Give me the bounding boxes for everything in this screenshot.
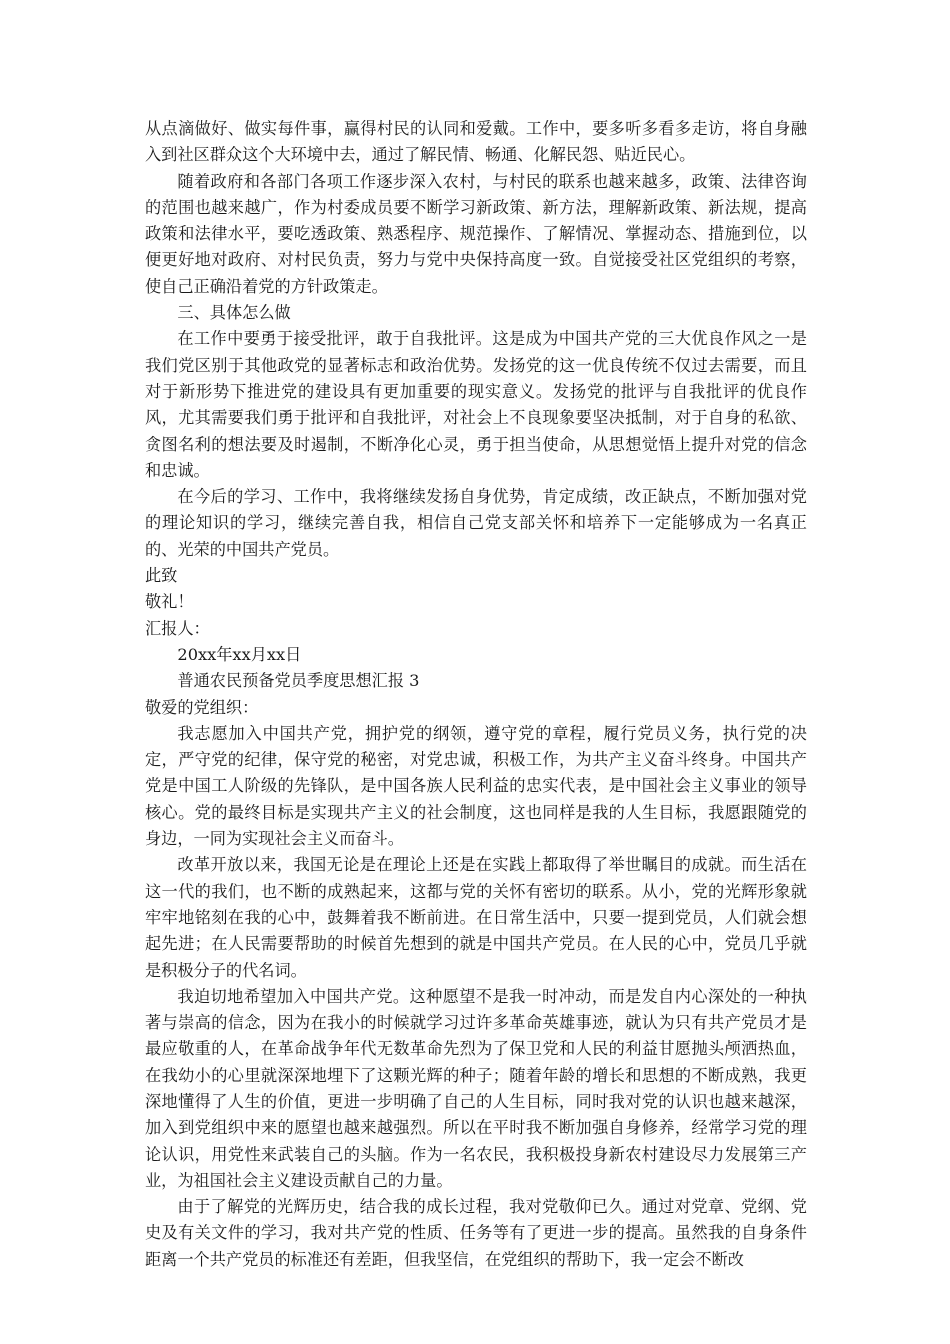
closing-respect: 敬礼！ (145, 592, 194, 612)
paragraph-reform: 改革开放以来，我国无论是在理论上还是在实践上都取得了举世瞩目的成就。而生活在这一代的我们，也不断的成熟起来，这都与党的关怀有密切的联系。从小，党的光辉形象就牢牢地铭刻在我的心中，鼓舞着我不断前进。在日常生活中，只要一提到党员，人们就会想起先进；在人民需要帮助的时候首先想到的就是中国共产党员。在人民的心中，党员几乎就是积极分子的代名词。 (145, 855, 807, 980)
report-date: 20xx年xx月xx日 (177, 644, 302, 664)
paragraph-policy-study: 随着政府和各部门各项工作逐步深入农村，与村民的联系也越来越多，政策、法律咨询的范围也越来越广，作为村委成员要不断学习新政策、新方法，理解新政策、新法规，提高政策和法律水平，要吃透政策、熟悉程序、规范操作、了解情况、掌握动态、措施到位，以便更好地对政府、对村民负责，努力与党中央保持高度一致。自觉接受社区党组织的考察，使自己正确沿着党的方针政策走。 (145, 171, 807, 296)
paragraph-future: 在今后的学习、工作中，我将继续发扬自身优势，肯定成绩，改正缺点，不断加强对党的理论知识的学习，继续完善自我，相信自己党支部关怀和培养下一定能够成为一名真正的、光荣的中国共产党员。 (145, 487, 807, 559)
paragraph-criticism: 在工作中要勇于接受批评，敢于自我批评。这是成为中国共产党的三大优良作风之一是我们党区别于其他政党的显著标志和政治优势。发扬党的这一优良传统不仅过去需要，而且对于新形势下推进党的建设具有更加重要的现实意义。发扬党的批评与自我批评的优良作风，尤其需要我们勇于批评和自我批评，对社会上不良现象要坚决抵制，对于自身的私欲、贪图名利的想法要及时遏制，不断净化心灵，勇于担当使命，从思想觉悟上提升对党的信念和忠诚。 (145, 329, 807, 480)
paragraph-application: 我志愿加入中国共产党，拥护党的纲领，遵守党的章程，履行党员义务，执行党的决定，严守党的纪律，保守党的秘密，对党忠诚，积极工作，为共产主义奋斗终身。中国共产党是中国工人阶级的先锋队，是中国各族人民利益的忠实代表，是中国社会主义事业的领导核心。党的最终目标是实现共产主义的社会制度，这也同样是我的人生目标，我愿跟随党的身边，一同为实现社会主义而奋斗。 (145, 723, 807, 849)
closing-salutation: 此致 (145, 566, 178, 586)
greeting: 敬爱的党组织： (145, 697, 259, 717)
paragraph-history: 由于了解党的光辉历史，结合我的成长过程，我对党敬仰已久。通过对党章、党纲、党史及有关文件的学习，我对共产党的性质、任务等有了更进一步的提高。虽然我的自身条件距离一个共产党员的标准还有差距，但我坚信，在党组织的帮助下，我一定会不断改 (145, 1197, 807, 1269)
paragraph-continuation: 从点滴做好、做实每件事，赢得村民的认同和爱戴。工作中，要多听多看多走访，将自身融入到社区群众这个大环境中去，通过了解民情、畅通、化解民怨、贴近民心。 (145, 119, 807, 165)
document-title: 普通农民预备党员季度思想汇报 3 (177, 671, 420, 691)
reporter-label: 汇报人： (145, 618, 210, 638)
document-page (145, 116, 807, 1273)
paragraph-desire: 我迫切地希望加入中国共产党。这种愿望不是我一时冲动，而是发自内心深处的一种执著与崇高的信念，因为在我小的时候就学习过许多革命英雄事迹，就认为只有共产党员才是最应敬重的人，在革命战争年代无数革命先烈为了保卫党和人民的利益甘愿抛头颅洒热血，在我幼小的心里就深深地埋下了这颗光辉的种子；随着年龄的增长和思想的不断成熟，我更深地懂得了人生的价值，更进一步明确了自己的人生目标，同时我对党的认识也越来越深，加入到党组织中来的愿望也越来越强烈。所以在平时我不断加强自身修养，经常学习党的理论认识，用党性来武装自己的头脑。作为一名农民，我积极投身新农村建设尽力发展第三产业，为祖国社会主义建设贡献自己的力量。 (145, 986, 807, 1190)
section-heading-3: 三、具体怎么做 (177, 303, 291, 323)
